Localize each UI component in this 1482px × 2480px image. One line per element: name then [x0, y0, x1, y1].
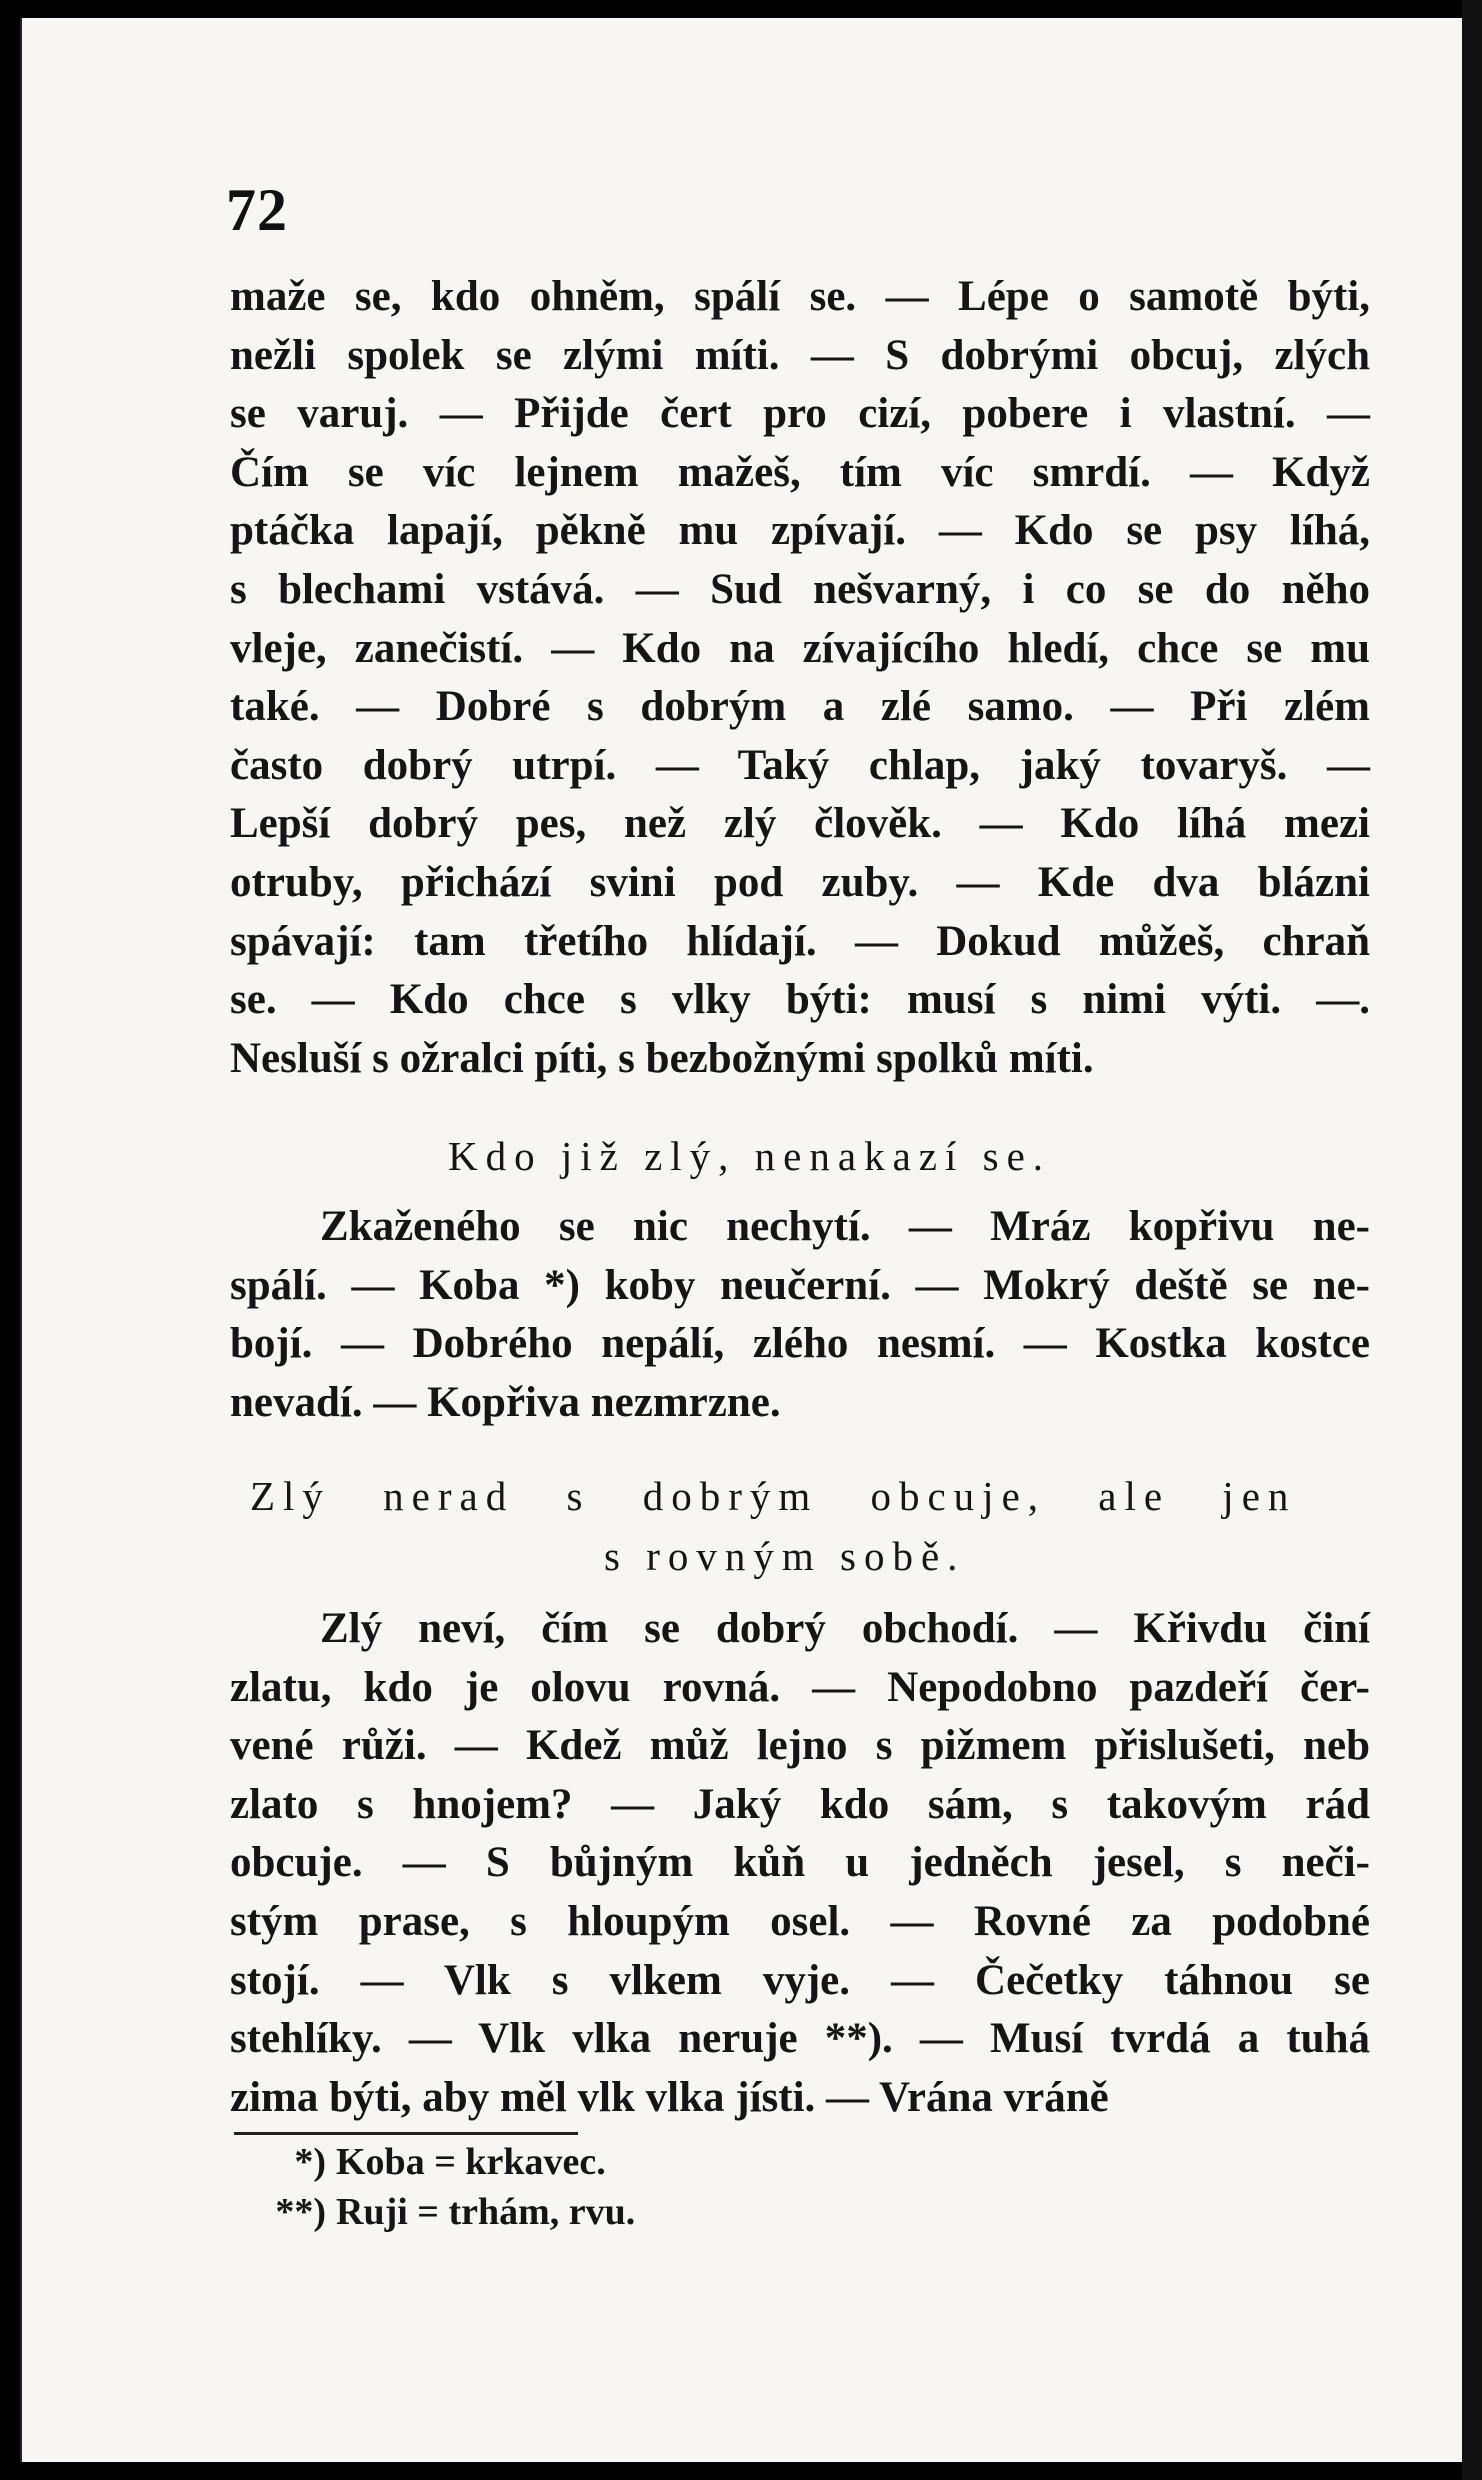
- text-line: ptáčka lapají, pěkně mu zpívají. — Kdo se psy líhá,: [230, 507, 1370, 555]
- text-line: se. — Kdo chce s vlky býti: musí s nimi výti. —.: [230, 976, 1370, 1024]
- text-line: Čím se víc lejnem mažeš, tím víc smrdí. — Když: [230, 448, 1370, 496]
- section-heading-1: Kdo již zlý, nenakazí se.: [448, 1133, 1052, 1179]
- text-line: nežli spolek se zlými míti. — S dobrými obcuj, zlých: [230, 331, 1370, 379]
- text-line: nevadí. — Kopřiva nezmrzne.: [230, 1378, 781, 1426]
- footnote-2: [236, 2190, 635, 2234]
- text-line: otruby, přichází svini pod zuby. — Kde dva blázni: [230, 858, 1370, 906]
- text-line: Zlý neví, čím se dobrý obchodí. — Křivdu činí: [320, 1605, 1370, 1652]
- section-heading-2-line-2: s rovným sobě.: [604, 1533, 966, 1579]
- text-line: Zkaženého se nic nechytí. — Mráz kopřivu ne-: [320, 1203, 1370, 1250]
- text-line: také. — Dobré s dobrým a zlé samo. — Při zlém: [230, 683, 1370, 731]
- text-line: Lepší dobrý pes, než zlý člověk. — Kdo líhá mezi: [230, 800, 1370, 848]
- text-line: často dobrý utrpí. — Taký chlap, jaký tovaryš. —: [230, 741, 1370, 789]
- text-line: spávají: tam třetího hlídají. — Dokud můžeš, chraň: [230, 917, 1370, 965]
- footnote-1: [236, 2140, 606, 2184]
- text-line: stým prase, s hloupým osel. — Rovné za podobné: [230, 1897, 1370, 1945]
- text-line: Nesluší s ožralci píti, s bezbožnými spolků míti.: [230, 1034, 1094, 1082]
- footnote-2-text: Ruji = trhám, rvu.: [336, 2191, 636, 2233]
- text-line: bojí. — Dobrého nepálí, zlého nesmí. — Kostka kostce: [230, 1320, 1370, 1368]
- text-line: spálí. — Koba *) koby neučerní. — Mokrý deště se ne-: [230, 1261, 1370, 1309]
- footnote-divider: [234, 2132, 578, 2135]
- text-line: zlatu, kdo je olovu rovná. — Nepodobno pazdeří čer-: [230, 1663, 1370, 1711]
- text-line: s blechami vstává. — Sud nešvarný, i co se do něho: [230, 565, 1370, 613]
- scan-edge: [1462, 0, 1482, 2480]
- paragraph-proverbs-2: [230, 1198, 1370, 1432]
- paragraph-proverbs-1: [230, 268, 1370, 1088]
- text-line: vené růži. — Kdež můž lejno s pižmem přislušeti, neb: [230, 1722, 1370, 1770]
- footnote-1-mark: *): [294, 2141, 326, 2183]
- page-number: 72: [226, 177, 288, 243]
- text-line: maže se, kdo ohněm, spálí se. — Lépe o samotě býti,: [230, 273, 1370, 320]
- text-line: obcuje. — S bůjným kůň u jedněch jesel, s neči-: [230, 1839, 1370, 1887]
- section-heading-2-line-1: Zlý nerad s dobrým obcuje, ale jen: [250, 1473, 1297, 1519]
- footnote-2-mark: **): [275, 2191, 326, 2233]
- text-line: vleje, zanečistí. — Kdo na zívajícího hledí, chce se mu: [230, 624, 1370, 672]
- text-line: se varuj. — Přijde čert pro cizí, pobere i vlastní. —: [230, 390, 1370, 438]
- text-line: zlato s hnojem? — Jaký kdo sám, s takovým rád: [230, 1780, 1370, 1828]
- paragraph-proverbs-3: [230, 1600, 1370, 2127]
- text-line: zima býti, aby měl vlk vlka jísti. — Vrána vráně: [230, 2073, 1109, 2121]
- footnote-1-text: Koba = krkavec.: [336, 2141, 606, 2183]
- text-line: stojí. — Vlk s vlkem vyje. — Čečetky táhnou se: [230, 1956, 1370, 2004]
- text-line: stehlíky. — Vlk vlka neruje **). — Musí tvrdá a tuhá: [230, 2015, 1370, 2063]
